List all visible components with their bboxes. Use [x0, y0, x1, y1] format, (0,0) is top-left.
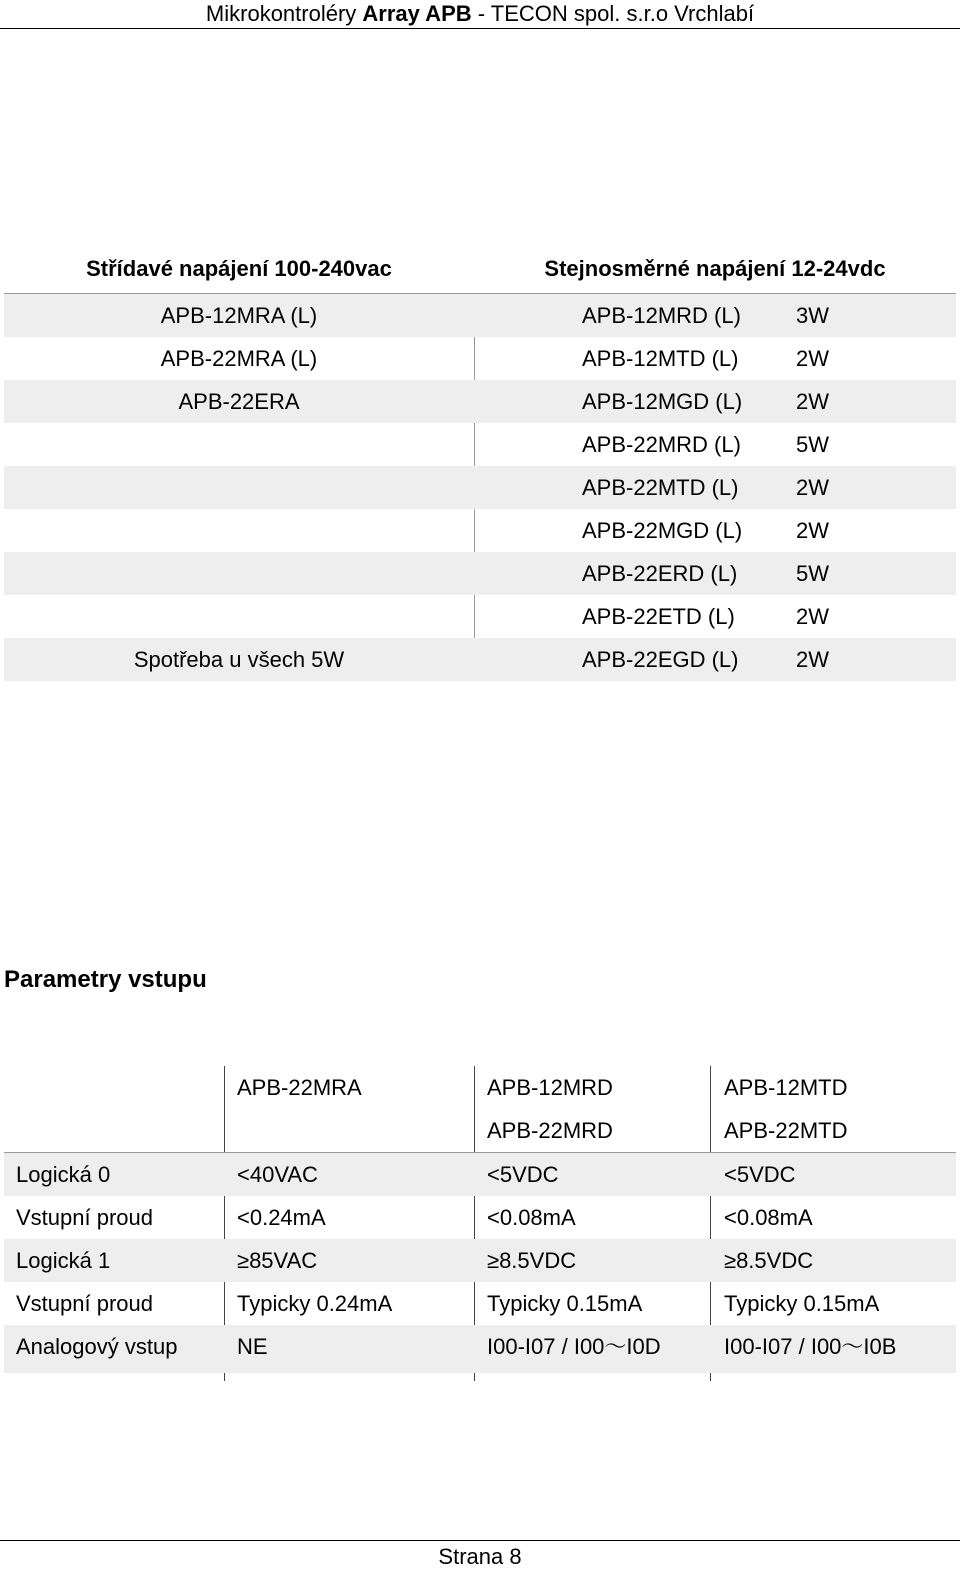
- page-header: [0, 0, 960, 29]
- param-label: Logická 0: [16, 1162, 111, 1187]
- param-value: I00-I07 / I00～I0D: [487, 1334, 661, 1359]
- dc-power: 2W: [796, 475, 829, 500]
- param-value: Typicky 0.24mA: [237, 1291, 393, 1316]
- param-value: <0.24mA: [237, 1205, 326, 1230]
- power-row: [4, 509, 956, 552]
- ac-consumption-note: Spotřeba u všech 5W: [133, 647, 345, 672]
- param-value: ≥8.5VDC: [487, 1248, 577, 1273]
- dc-supply-heading: Stejnosměrné napájení 12-24vdc: [544, 256, 886, 281]
- header-cell: APB-22MRA: [237, 1075, 362, 1100]
- table-row: [4, 1282, 956, 1325]
- dc-power: 3W: [796, 303, 829, 328]
- param-label: Vstupní proud: [16, 1205, 153, 1230]
- dc-model: APB-22EGD (L): [582, 647, 739, 672]
- table-row: [4, 1325, 956, 1373]
- dc-model: APB-12MRD (L): [582, 303, 741, 328]
- param-value: <5VDC: [487, 1162, 559, 1187]
- header-cell: APB-22MRD: [487, 1118, 613, 1143]
- param-value: Typicky 0.15mA: [724, 1291, 880, 1316]
- ac-model: APB-22MRA (L): [160, 346, 318, 371]
- power-table-header-row: [4, 244, 956, 294]
- power-row: [4, 423, 956, 466]
- dc-model: APB-22MRD (L): [582, 432, 741, 457]
- dc-model: APB-22MGD (L): [582, 518, 743, 543]
- dc-power: 5W: [796, 432, 829, 457]
- header-cell: APB-12MRD: [487, 1075, 613, 1100]
- dc-power: 2W: [796, 604, 829, 629]
- param-value: <0.08mA: [724, 1205, 813, 1230]
- header-cell: APB-12MTD: [724, 1075, 848, 1100]
- dc-power: 2W: [796, 518, 829, 543]
- power-row: [4, 595, 956, 638]
- dc-power: 5W: [796, 561, 829, 586]
- param-value: <5VDC: [724, 1162, 796, 1187]
- power-supply-table: [4, 244, 956, 681]
- param-value: NE: [237, 1334, 268, 1359]
- header-text-prefix: Mikrokontroléry: [205, 1, 363, 26]
- params-header-row: [4, 1066, 956, 1109]
- param-label: Vstupní proud: [16, 1291, 153, 1316]
- power-row: [4, 466, 956, 509]
- page-footer: [0, 1540, 960, 1573]
- section-title: Parametry vstupu: [4, 966, 207, 993]
- dc-model: APB-22MTD (L): [582, 475, 739, 500]
- params-header-row: [4, 1109, 956, 1152]
- table-row: [4, 1239, 956, 1282]
- ac-supply-heading: Střídavé napájení 100-240vac: [86, 256, 392, 281]
- power-row: [4, 337, 956, 380]
- ac-model: APB-12MRA (L): [160, 303, 318, 328]
- ac-model: APB-22ERA: [178, 389, 300, 414]
- param-label: Analogový vstup: [16, 1334, 178, 1359]
- page-number: Strana 8: [438, 1544, 522, 1569]
- power-row: [4, 638, 956, 681]
- table-row: [4, 1152, 956, 1196]
- header-product: Array APB: [362, 1, 472, 26]
- dc-power: 2W: [796, 647, 829, 672]
- param-value: Typicky 0.15mA: [487, 1291, 643, 1316]
- power-row: [4, 552, 956, 595]
- power-row: [4, 294, 956, 337]
- dc-power: 2W: [796, 346, 829, 371]
- dc-model: APB-22ETD (L): [582, 604, 735, 629]
- input-params-table: [4, 1066, 956, 1373]
- table-row: [4, 1196, 956, 1239]
- param-value: ≥8.5VDC: [724, 1248, 814, 1273]
- dc-model: APB-12MTD (L): [582, 346, 739, 371]
- param-value: <0.08mA: [487, 1205, 576, 1230]
- header-cell: APB-22MTD: [724, 1118, 848, 1143]
- dc-model: APB-22ERD (L): [582, 561, 738, 586]
- param-value: <40VAC: [237, 1162, 318, 1187]
- param-value: I00-I07 / I00～I0B: [724, 1334, 897, 1359]
- dc-model: APB-12MGD (L): [582, 389, 743, 414]
- param-value: ≥85VAC: [237, 1248, 318, 1273]
- dc-power: 2W: [796, 389, 829, 414]
- header-company: - TECON spol. s.r.o Vrchlabí: [471, 1, 755, 26]
- param-label: Logická 1: [16, 1248, 111, 1273]
- power-row: [4, 380, 956, 423]
